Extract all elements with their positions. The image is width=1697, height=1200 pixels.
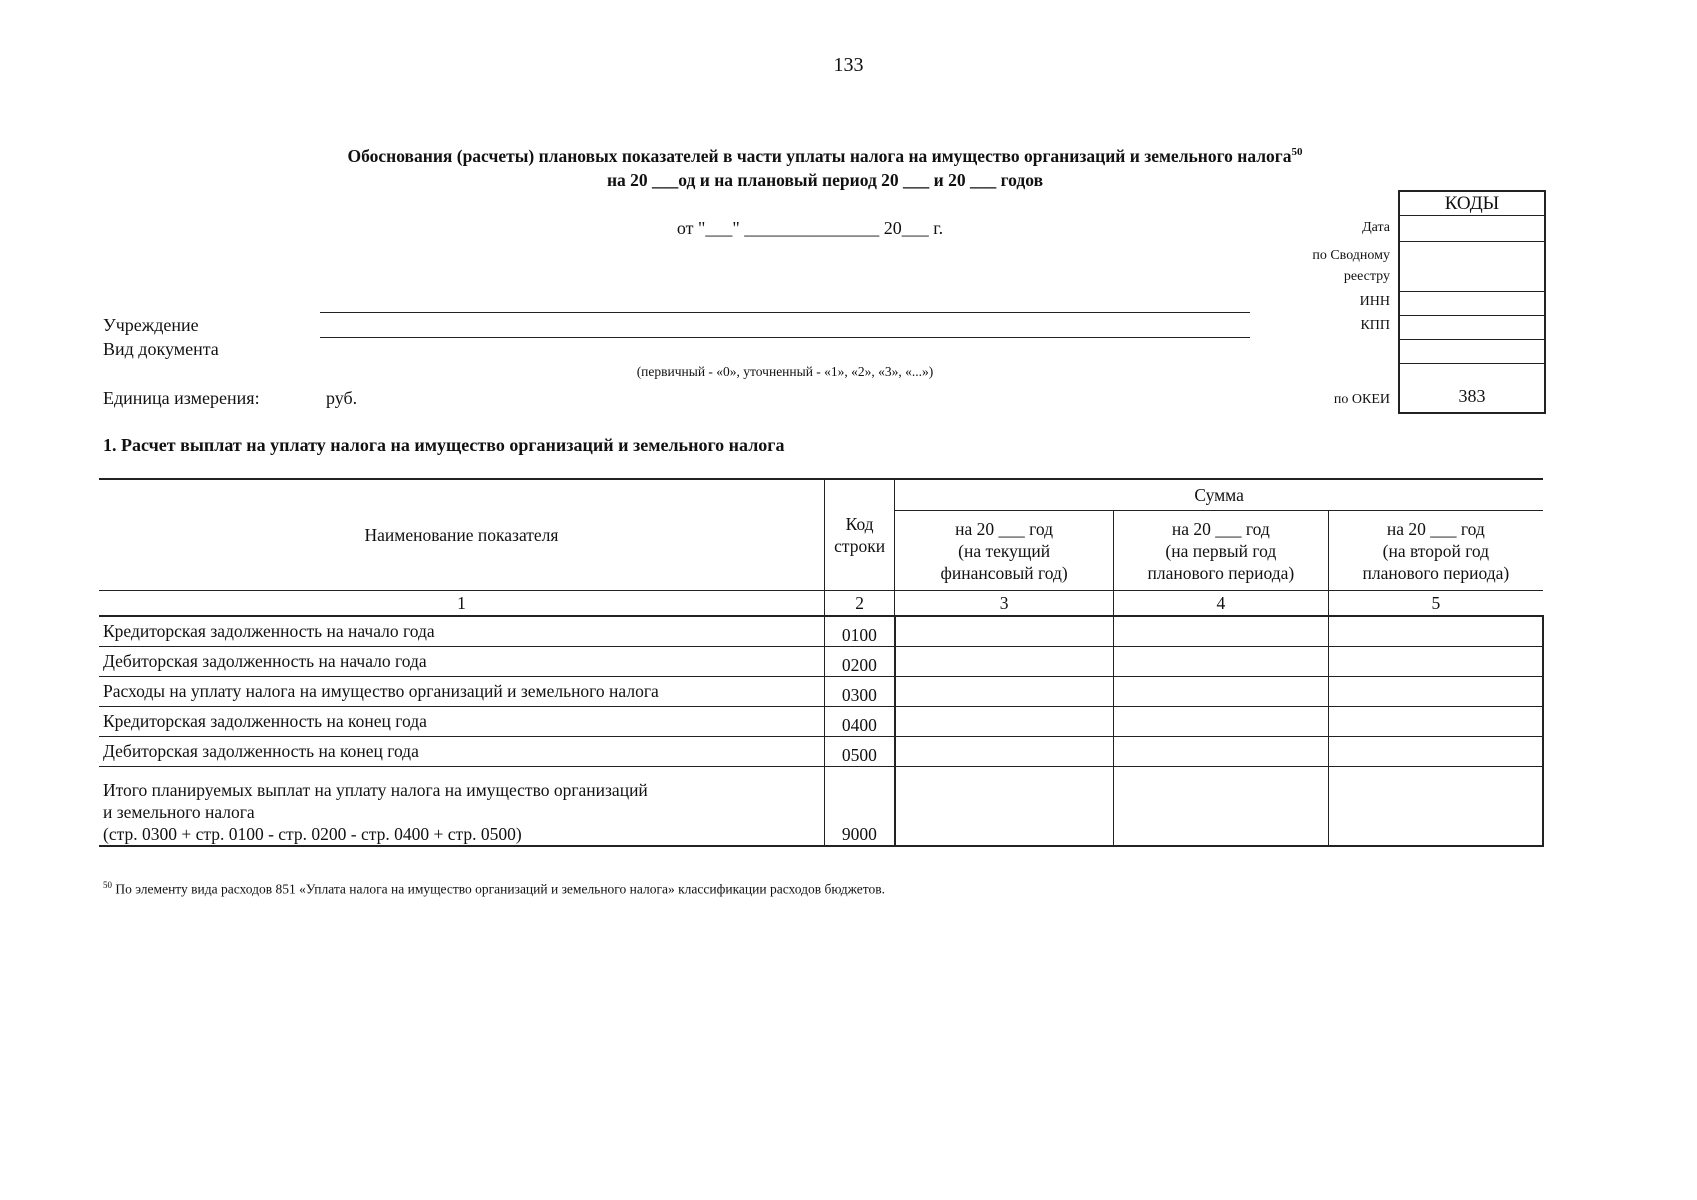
form-title-text: Обоснования (расчеты) плановых показателей в части уплаты налога на имущество организаций и земельного налога xyxy=(347,146,1292,166)
value-cell[interactable] xyxy=(895,737,1114,767)
form-subtitle: на 20 ___од и на плановый период 20 ___ и 20 ___ годов xyxy=(606,170,1044,190)
code-cell-registry[interactable] xyxy=(1400,242,1544,292)
col3-line3: финансовый год) xyxy=(940,562,1068,583)
form-title xyxy=(0,146,1650,167)
col-number: 1 xyxy=(99,591,825,617)
value-cell[interactable] xyxy=(1113,647,1328,677)
total-line1: Итого планируемых выплат на уплату налога на имущество организаций xyxy=(103,780,648,800)
col-number: 4 xyxy=(1113,591,1328,617)
doc-type-label: Вид документа xyxy=(103,339,219,359)
value-cell[interactable] xyxy=(1113,677,1328,707)
value-cell[interactable] xyxy=(1328,737,1543,767)
calculation-table xyxy=(99,478,1544,847)
doc-type-hint: (первичный - «0», уточненный - «1», «2», «3», «...») xyxy=(636,364,934,379)
row-code: 0300 xyxy=(825,677,895,707)
code-label-registry-1: по Сводному xyxy=(1312,248,1390,263)
table-row xyxy=(99,647,1543,677)
col5-line2: (на второй год xyxy=(1382,540,1490,561)
code-cell-doc-type[interactable] xyxy=(1400,340,1544,364)
col3-line2: (на текущий xyxy=(958,540,1051,561)
col-header-first-plan-year xyxy=(1113,511,1328,591)
code-label-kpp: КПП xyxy=(1360,318,1390,333)
code-label-inn: ИНН xyxy=(1359,294,1390,309)
table-row xyxy=(99,677,1543,707)
col5-line3: планового периода) xyxy=(1362,562,1510,583)
value-cell[interactable] xyxy=(895,616,1114,647)
row-name: Дебиторская задолженность на конец года xyxy=(99,737,825,767)
col5-line1: на 20 ___ год xyxy=(1386,518,1485,539)
col-header-current-year xyxy=(895,511,1114,591)
col4-line3: планового периода) xyxy=(1147,562,1295,583)
row-name: Расходы на уплату налога на имущество организаций и земельного налога xyxy=(99,677,825,707)
column-numbers-row xyxy=(99,591,1543,617)
value-cell[interactable] xyxy=(1328,707,1543,737)
code-label-registry-2: реестру xyxy=(1343,269,1390,284)
col-number: 3 xyxy=(895,591,1114,617)
table-row xyxy=(99,707,1543,737)
col-header-second-plan-year xyxy=(1328,511,1543,591)
unit-label: Единица измерения: xyxy=(103,388,260,408)
row-name: Дебиторская задолженность на начало года xyxy=(99,647,825,677)
col-header-sum: Сумма xyxy=(895,479,1543,511)
row-code: 0100 xyxy=(825,616,895,647)
row-code: 0400 xyxy=(825,707,895,737)
footnote-ref: 50 xyxy=(1291,146,1303,159)
unit-value: руб. xyxy=(326,388,358,408)
code-label-date: Дата xyxy=(1362,220,1390,235)
date-line: от "___" _______________ 20___ г. xyxy=(676,218,944,238)
value-cell[interactable] xyxy=(1113,737,1328,767)
col-number: 5 xyxy=(1328,591,1543,617)
row-name: Кредиторская задолженность на начало года xyxy=(99,616,825,647)
institution-label: Учреждение xyxy=(103,315,199,335)
section-title: 1. Расчет выплат на уплату налога на имущество организаций и земельного налога xyxy=(103,435,785,455)
col4-line2: (на первый год xyxy=(1165,540,1277,561)
value-cell[interactable] xyxy=(1113,767,1328,847)
institution-field[interactable] xyxy=(320,312,1250,313)
col4-line1: на 20 ___ год xyxy=(1171,518,1270,539)
code-cell-okei: 383 xyxy=(1458,386,1486,406)
table-row xyxy=(99,616,1543,647)
code-cell-kpp[interactable] xyxy=(1400,316,1544,340)
page-number: 133 xyxy=(833,54,864,76)
total-name xyxy=(99,767,825,847)
row-code: 0200 xyxy=(825,647,895,677)
code-label-okei: по ОКЕИ xyxy=(1333,392,1390,407)
col-header-name: Наименование показателя xyxy=(99,479,825,591)
footnote-mark: 50 xyxy=(103,880,112,890)
value-cell[interactable] xyxy=(895,647,1114,677)
value-cell[interactable] xyxy=(1328,767,1543,847)
code-cell-inn[interactable] xyxy=(1400,292,1544,316)
col-number: 2 xyxy=(825,591,895,617)
total-line3: (стр. 0300 + стр. 0100 - стр. 0200 - стр. 0400 + стр. 0500) xyxy=(103,824,522,844)
codes-header: КОДЫ xyxy=(1400,192,1544,216)
total-row xyxy=(99,767,1543,847)
value-cell[interactable] xyxy=(1113,616,1328,647)
value-cell[interactable] xyxy=(1328,647,1543,677)
value-cell[interactable] xyxy=(1328,616,1543,647)
code-cell-date[interactable] xyxy=(1400,216,1544,242)
codes-box xyxy=(1398,190,1546,414)
footnote xyxy=(103,880,885,898)
total-line2: и земельного налога xyxy=(103,802,255,822)
value-cell[interactable] xyxy=(1328,677,1543,707)
value-cell[interactable] xyxy=(1113,707,1328,737)
total-code: 9000 xyxy=(825,767,895,847)
value-cell[interactable] xyxy=(895,767,1114,847)
value-cell[interactable] xyxy=(895,677,1114,707)
row-code: 0500 xyxy=(825,737,895,767)
doc-type-field[interactable] xyxy=(320,337,1250,338)
row-name: Кредиторская задолженность на конец года xyxy=(99,707,825,737)
col3-line1: на 20 ___ год xyxy=(955,518,1054,539)
table-row xyxy=(99,737,1543,767)
value-cell[interactable] xyxy=(895,707,1114,737)
footnote-text: По элементу вида расходов 851 «Уплата налога на имущество организаций и земельного налога» классификации расходов бюджетов. xyxy=(112,881,885,897)
col-header-code: Код строки xyxy=(825,479,895,591)
